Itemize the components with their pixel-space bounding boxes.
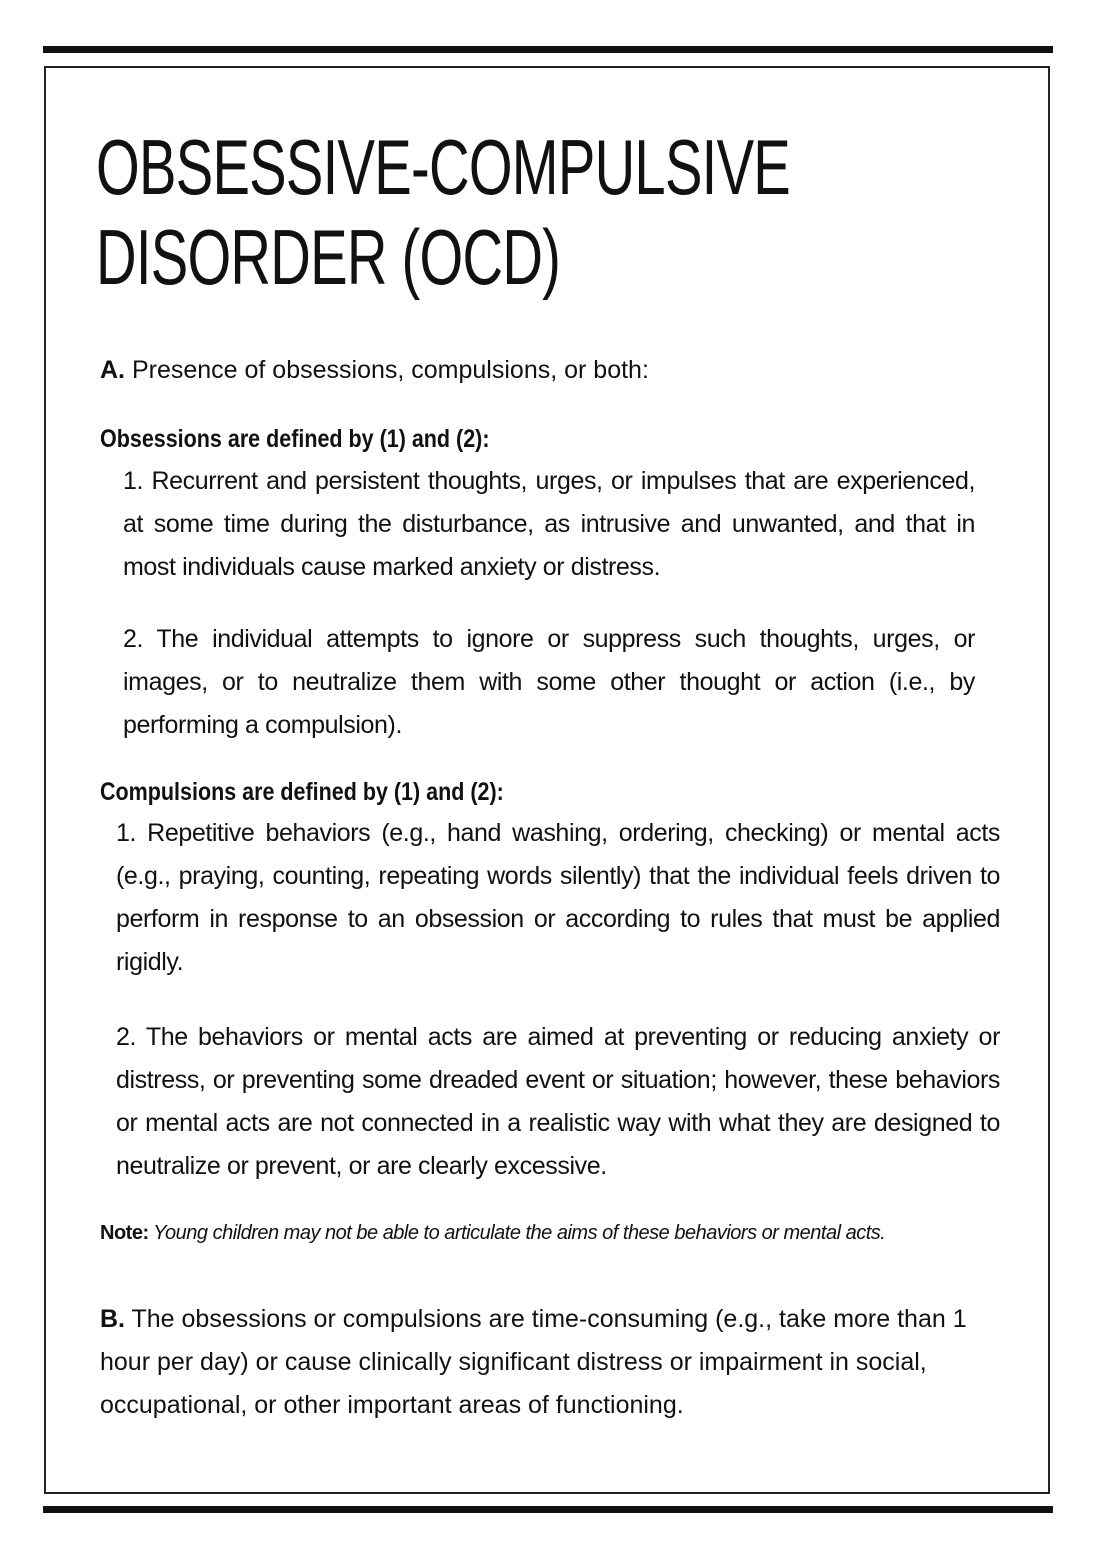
criterion-b-label: B. <box>100 1305 125 1333</box>
page-title <box>96 122 790 302</box>
note <box>100 1219 1010 1247</box>
criterion-b-text: The obsessions or compulsions are time-consuming (e.g., take more than 1 hour per day) or cause clinically significant distress or impairment in social, occupational, or other important areas of functioning. <box>100 1305 967 1419</box>
criterion-a-text: Presence of obsessions, compulsions, or both: <box>125 356 649 384</box>
bottom-rule <box>43 1506 1053 1513</box>
note-text: Young children may not be able to articulate the aims of these behaviors or mental acts. <box>148 1222 886 1244</box>
title-line-1: OBSESSIVE-COMPULSIVE <box>96 123 791 211</box>
criterion-a <box>100 353 1005 387</box>
note-label: Note: <box>100 1222 149 1244</box>
criterion-b <box>100 1298 980 1427</box>
criterion-a-label: A. <box>100 356 125 384</box>
compulsions-heading: Compulsions are defined by (1) and (2): <box>100 778 504 806</box>
top-rule <box>43 46 1053 53</box>
compulsion-item-1: 1. Repetitive behaviors (e.g., hand washing, ordering, checking) or mental acts (e.g., praying, counting, repeating words silently) that the individual feels driven to perform in response to an obsession or according to rules that must be applied rigidly. <box>116 819 1000 976</box>
obsession-item-1: 1. Recurrent and persistent thoughts, urges, or impulses that are experienced, at some time during the disturbance, as intrusive and unwanted, and that in most individuals cause marked anxiety or distress. <box>123 467 975 581</box>
title-line-2: DISORDER (OCD) <box>96 213 561 301</box>
compulsion-item-2: 2. The behaviors or mental acts are aimed at preventing or reducing anxiety or distress, or preventing some dreaded event or situation; however, these behaviors or mental acts are not connected in a realistic way with what they are designed to neutralize or prevent, or are clearly excessive. <box>116 1023 1000 1180</box>
obsessions-heading: Obsessions are defined by (1) and (2): <box>100 425 490 453</box>
obsession-item-2: 2. The individual attempts to ignore or suppress such thoughts, urges, or images, or to neutralize them with some other thought or action (i.e., by performing a compulsion). <box>123 625 975 739</box>
